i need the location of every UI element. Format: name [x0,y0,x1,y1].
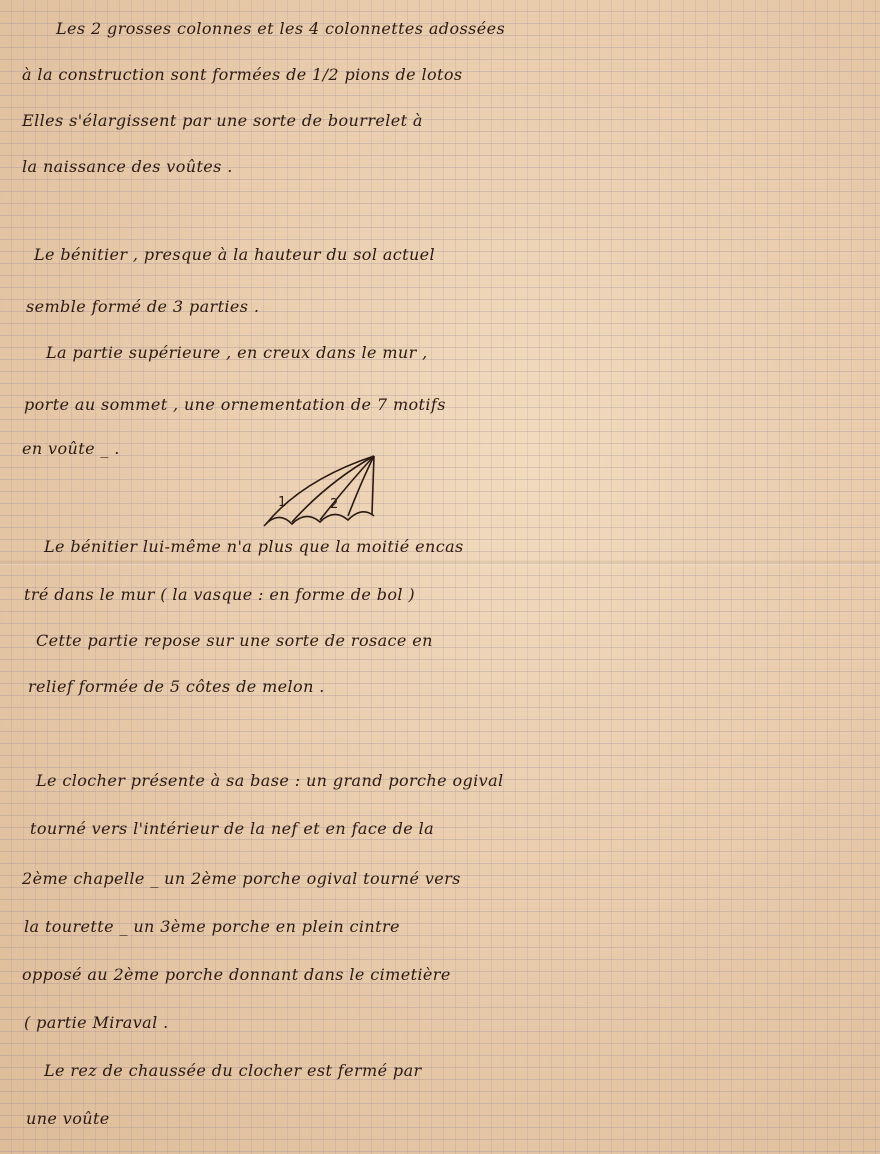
text-line-18: opposé au 2ème porche donnant dans le cimetière [22,965,451,984]
sketch-label-1: 1 [278,495,287,510]
text-line-20: Le rez de chaussée du clocher est fermé par [44,1061,422,1080]
text-line-2: à la construction sont formées de 1/2 pions de lotos [22,65,463,84]
text-line-17: la tourette _ un 3ème porche en plein cintre [24,917,400,936]
sketch-label-2: 2 [330,497,339,512]
text-line-9: en voûte _ . [22,439,120,458]
text-line-6: semble formé de 3 parties . [26,297,260,316]
text-line-16: 2ème chapelle _ un 2ème porche ogival tourné vers [22,869,461,888]
text-line-4: la naissance des voûtes . [22,157,233,176]
text-line-7: La partie supérieure , en creux dans le mur , [46,343,428,362]
text-line-19: ( partie Miraval . [24,1013,169,1032]
text-line-13: relief formée de 5 côtes de melon . [28,677,325,696]
text-line-10: Le bénitier lui-même n'a plus que la moitié encas [44,537,464,556]
text-line-12: Cette partie repose sur une sorte de rosace en [36,631,433,650]
text-line-11: tré dans le mur ( la vasque : en forme de bol ) [24,585,416,604]
text-line-14: Le clocher présente à sa base : un grand porche ogival [36,771,504,790]
text-line-21: une voûte [26,1109,110,1128]
vault-motif-sketch [262,450,380,534]
text-line-1: Les 2 grosses colonnes et les 4 colonnettes adossées [56,19,506,38]
text-line-15: tourné vers l'intérieur de la nef et en face de la [30,819,435,838]
text-line-8: porte au sommet , une ornementation de 7 motifs [24,395,446,414]
text-line-3: Elles s'élargissent par une sorte de bourrelet à [22,111,423,130]
text-line-5: Le bénitier , presque à la hauteur du sol actuel [34,245,436,264]
